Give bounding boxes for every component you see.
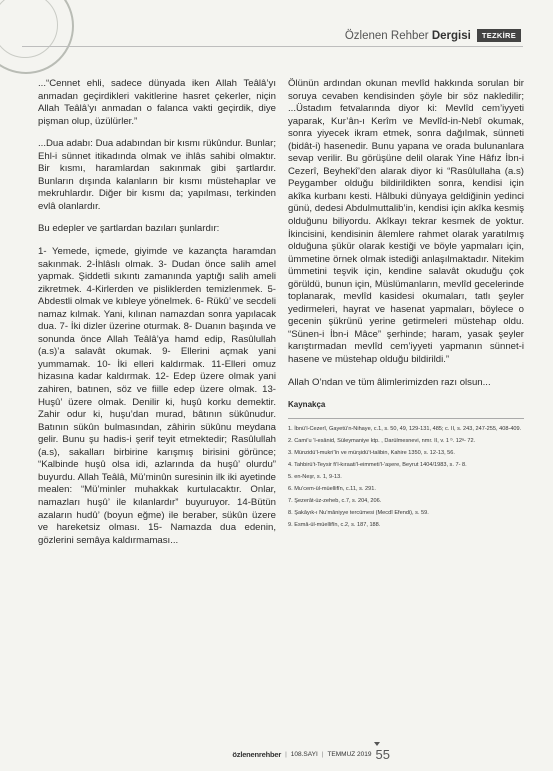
right-paragraph: Allah O’ndan ve tüm âlimlerimizden razı olsun... <box>288 376 491 388</box>
header-title-light: Özlenen Rehber <box>344 29 429 42</box>
left-column <box>38 78 276 557</box>
header-title-bold: Dergisi <box>431 29 471 42</box>
right-column <box>288 78 524 533</box>
left-paragraph: ...“Cennet ehli, sadece dünyada iken Allah Teâlâ’yı anmadan geçirdikleri vakitlerine hasret çekerler, niçin Allah Teâlâ’yı anmadan o falanca vakti geçirdik, diye pişman olup, üzülürler.” <box>38 78 276 127</box>
issue-date: TEMMUZ 2019 <box>327 751 372 758</box>
reference-item: 9. Esmâ-ül-müellifîn, c.2, s. 187, 188. <box>288 521 381 528</box>
references-title: Kaynakça <box>288 400 326 410</box>
reference-item: 8. Şakâyık-ı Nu’mâniyye tercümesi (Mecdî Efendi), s. 59. <box>288 509 429 516</box>
right-paragraph: Ölünün ardından okunan mevlîd hakkında sorulan bir soruya cevaben kendisinden şöyle bir söz nakledilir; ...Üstadım fetvalarında diyor ki: Mevlîd cem’iyyeti yaparak, Kur’ân-ı Kerîm ve Mevlîd-in-Nebî okumak, sonra yiyecek ikram etmek, sonra dağılmak, sünneti (bidât-i) hasenedir. Bunu yapana ve orada bulunanlara sevap verilir. Bu görüşüne delil olarak Yine Hâfız İbn-i Cezerî, Beyhekî’den alarak diyor ki “Rasûlullaha (a.s) Peygamber olduğu bildirildikten sonra, kendisi için akîka kurbanı kesti. Hâlbuki dünyaya geldiğinin yedinci günü, dedesi Abdulmuttalib’in, kendisi için akîka kesmiş olduğunu biliyordu. Akîkayı tekrar kesmek de yoktur. İkincisini, kendisinin âlemlere rahmet olarak yaratılmış olduğuna şükür olarak kestiği ve böyle yapmaları için, ümmetine örnek olmak istediği anlaşılmaktadır. Nitekim ümmetini teşvik için, kendine salavât okuduğu çok görüldü, bunun için, Müslümanların, mevlîd gecelerinde toplanarak, mevlîd kasidesi okumaları, tatlı şeyler yedirmeleri, hayrat ve hasenat yapmaları, böylece o gecenin şükrünü yerine getirmeleri müstehap oldu. “Sünen-i İbn-i Mâce” şerhinde; haram, yasak şeyler karıştırmadan mevlîd cem’iyyeti yapmanın sünnet-i hasene ve müstehap olduğu bildirildi.” <box>288 78 524 366</box>
footer-separator: | <box>285 751 287 758</box>
reference-item: 3. Münzidü’l-mukri’în ve mürşidü’t-talibin, Kahire 1350, s. 12-13, 56. <box>288 449 455 456</box>
reference-item: 4. Tahbirü’t-Teysir fi’l-kıraati’l-eimmeti’l-’aşere, Beyrut 1404/1983, s. 7- 8. <box>288 461 467 468</box>
reference-item: 5. en-Neşr, s. 1, 9-13. <box>288 473 342 480</box>
issue-number: 108.SAYI <box>290 751 318 758</box>
page-number <box>376 747 390 762</box>
left-paragraph: 1- Yemede, içmede, giyimde ve kazançta haramdan sakınmak. 2-İhlâslı olmak. 3- Dudan önce salih amel yapmak. Şiddetli sıkıntı zamanında yaptığı salih ameli zikretmek. 4-Kirlerden ve pisliklerden temizlenmek. 5- Abdestli olmak ve kıbleye yönelmek. 6- Rükû’ ve secdeli namaz kılmak. Yani, kılınan namazdan sonra yapılacak dua. 7- İki dizler üzerine oturmak. 8- Duanın başında ve sonunda önce Allah Teâlâ’ya hamd edip, Rasûlullah (a.s)’a salavât okumak. 9- Ellerini açmak yani yummamak. 10- İki elleri kaldırmak. 11-Elleri omuz hizasına kadar kaldırmak. 12- Edep üzere olmak yani zahiren, batınen, söz ve fiille edep üzere olmak. 13- Huşû’ üzere olmak. Denilir ki, huşû korku demektir. Zahir odur ki, huşu’dan murad, bâtının sükûnudur. Batının sükûn bulmasından, zâhirin sükûnu meydana gelir. Bunu şu hadis-i şerif teyit etmektedir; Rasûlullah (a.s), sakalları birbirine karışmış birisini görünce; “Kalbinde huşû olsa idi, azlarında da huşû’ olurdu” buyurdu. Allah Teâlâ, Mü’minûn suresinin ilk iki ayetinde mealen: “Mü’minler muhakkak kurtulacaktır. Onlar, namazları huşû’ ile kılanlardır” buyuruyor. 14-Bütün azaların hudû’ (boyun eğme) ile beraber, sükûn üzere ve hareketsiz olması. 15- Namazda dua edenin, gözlerini semâya kaldırmaması... <box>38 246 276 546</box>
left-paragraph: ...Dua adabı: Dua adabından bir kısmı rükûndur. Bunlar; Ehl-i sünnet itikadında olmak ve ihlâs sahibi olmaktır. Bir kısmı, haramlardan sakınmak gibi şartlardır. Bunların dışında kalanların bir kısmı müstehaplar ve mekruhlardır. Diğer bir kısmı da; yapılması, terkinden evlâ olanlardır. <box>38 138 276 212</box>
references-list <box>288 425 524 529</box>
reference-item: 6. Mu’cem-ül-müellifîn, c.11, s. 291. <box>288 485 376 492</box>
reference-item: 2. Cami’u ’l-esânid, Süleymaniye ktp. , Darülmesnevi, nmr. II, v. 1 ᵇ. 12ᵃ- 72. <box>288 437 476 444</box>
magazine-logo: özlenenrehber <box>232 750 282 759</box>
header-divider <box>22 46 523 47</box>
reference-item: 7. Şezerât-üz-zeheb, c.7, s. 204, 206. <box>288 497 382 504</box>
triangle-marker-icon <box>374 742 380 746</box>
section-badge: TEZKİRE <box>477 29 521 42</box>
page-number-text: 55 <box>375 747 390 762</box>
footer-separator: | <box>321 751 324 758</box>
left-paragraph: Bu edepler ve şartlardan bazıları şunlardır: <box>38 223 220 235</box>
page-footer <box>232 747 390 762</box>
references-divider <box>288 418 524 419</box>
header-title <box>345 30 471 42</box>
reference-item: 1. İbnü’l-Cezerî, Gayetü’n-Nihaye, c.1, s. 50, 49, 129-131, 485; c. II, s. 243, 247-255, 408-409. <box>288 425 522 432</box>
page-header <box>345 29 521 42</box>
